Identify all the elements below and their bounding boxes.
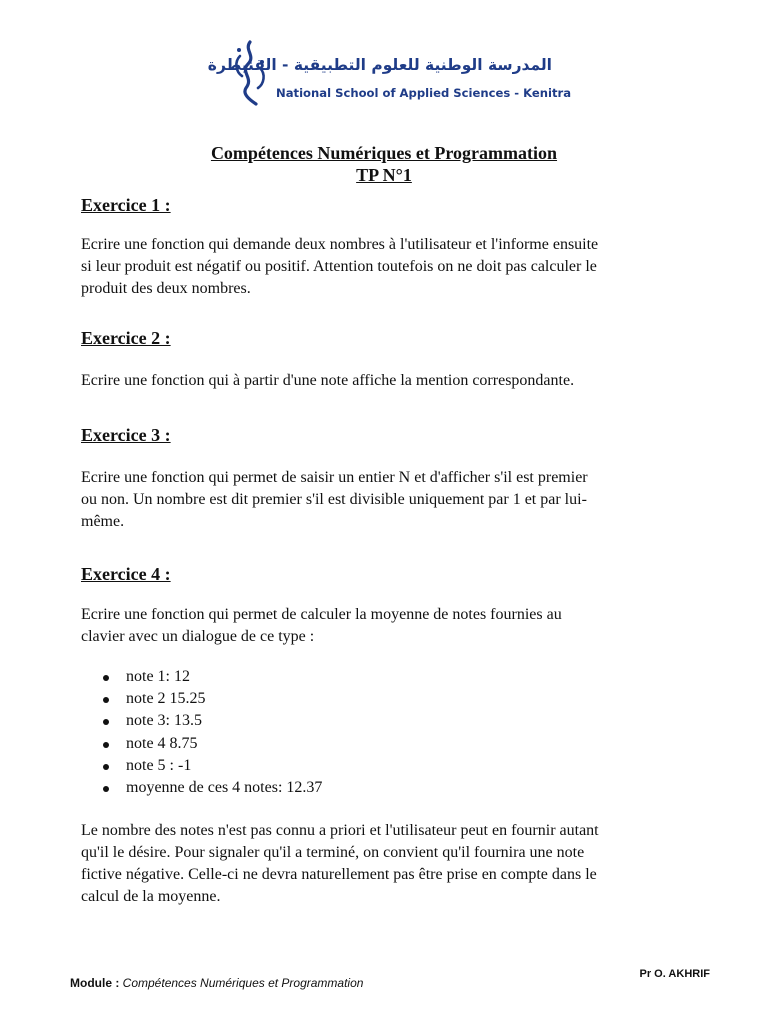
bullet-icon — [103, 697, 109, 703]
exercise-2-text — [81, 370, 661, 392]
document-title: Compétences Numériques et Programmation — [210, 143, 558, 163]
list-item — [81, 666, 322, 688]
list-item-text: note 5 : -1 — [126, 756, 192, 774]
footer-module — [70, 976, 363, 990]
text-line: si leur produit est négatif ou positif. Attention toutefois on ne doit pas calculer le — [81, 258, 597, 275]
school-name-arabic: المدرسة الوطنية للعلوم التطبيقية - القنيطرة — [207, 56, 552, 74]
school-logo — [207, 38, 572, 116]
text-line: calcul de la moyenne. — [81, 888, 221, 905]
text-line: ou non. Un nombre est dit premier s'il est divisible uniquement par 1 et par lui- — [81, 491, 587, 508]
text-line: même. — [81, 513, 125, 530]
footer-author: Pr O. AKHRIF — [639, 968, 710, 980]
school-name-english: National School of Applied Sciences - Kenitra — [276, 86, 572, 100]
list-item — [81, 733, 322, 755]
text-line: fictive négative. Celle-ci ne devra naturellement pas être prise en compte dans le — [81, 866, 597, 883]
exercise-2-heading: Exercice 2 : — [81, 328, 171, 348]
document-subtitle: TP N°1 — [356, 165, 412, 185]
exercise-1-text — [81, 234, 661, 300]
list-item-text: note 2 15.25 — [126, 690, 206, 708]
bullet-icon — [103, 742, 109, 748]
bullet-icon — [103, 719, 109, 725]
exercise-4-heading: Exercice 4 : — [81, 564, 171, 584]
list-item — [81, 777, 322, 799]
bullet-icon — [103, 786, 109, 792]
exercise-1-heading: Exercice 1 : — [81, 195, 171, 215]
exercise-3-heading: Exercice 3 : — [81, 425, 171, 445]
text-line: Ecrire une fonction qui demande deux nombres à l'utilisateur et l'informe ensuite — [81, 236, 599, 253]
exercise-3-text — [81, 467, 661, 533]
bullet-icon — [103, 675, 109, 681]
bullet-icon — [103, 764, 109, 770]
text-line: produit des deux nombres. — [81, 280, 251, 297]
list-item — [81, 710, 322, 732]
list-item — [81, 755, 322, 777]
text-line: Le nombre des notes n'est pas connu a priori et l'utilisateur peut en fournir autant — [81, 822, 599, 839]
exercise-4-intro — [81, 604, 661, 648]
text-line: Ecrire une fonction qui permet de calculer la moyenne de notes fournies au — [81, 606, 562, 623]
list-item-text: note 3: 13.5 — [126, 712, 202, 730]
exercise-4-outro — [81, 820, 661, 908]
text-line: Ecrire une fonction qui à partir d'une note affiche la mention correspondante. — [81, 372, 575, 389]
text-line: clavier avec un dialogue de ce type : — [81, 628, 315, 645]
list-item — [81, 688, 322, 710]
dialogue-example-list — [81, 666, 322, 799]
list-item-text: note 4 8.75 — [126, 734, 198, 752]
list-item-text: moyenne de ces 4 notes: 12.37 — [126, 778, 323, 796]
footer-module-name: Compétences Numériques et Programmation — [122, 976, 364, 990]
text-line: Ecrire une fonction qui permet de saisir un entier N et d'afficher s'il est premier — [81, 469, 588, 486]
text-line: qu'il le désire. Pour signaler qu'il a terminé, on convient qu'il fournira une note — [81, 844, 585, 861]
footer-module-label: Module : — [70, 976, 120, 990]
list-item-text: note 1: 12 — [126, 668, 190, 685]
